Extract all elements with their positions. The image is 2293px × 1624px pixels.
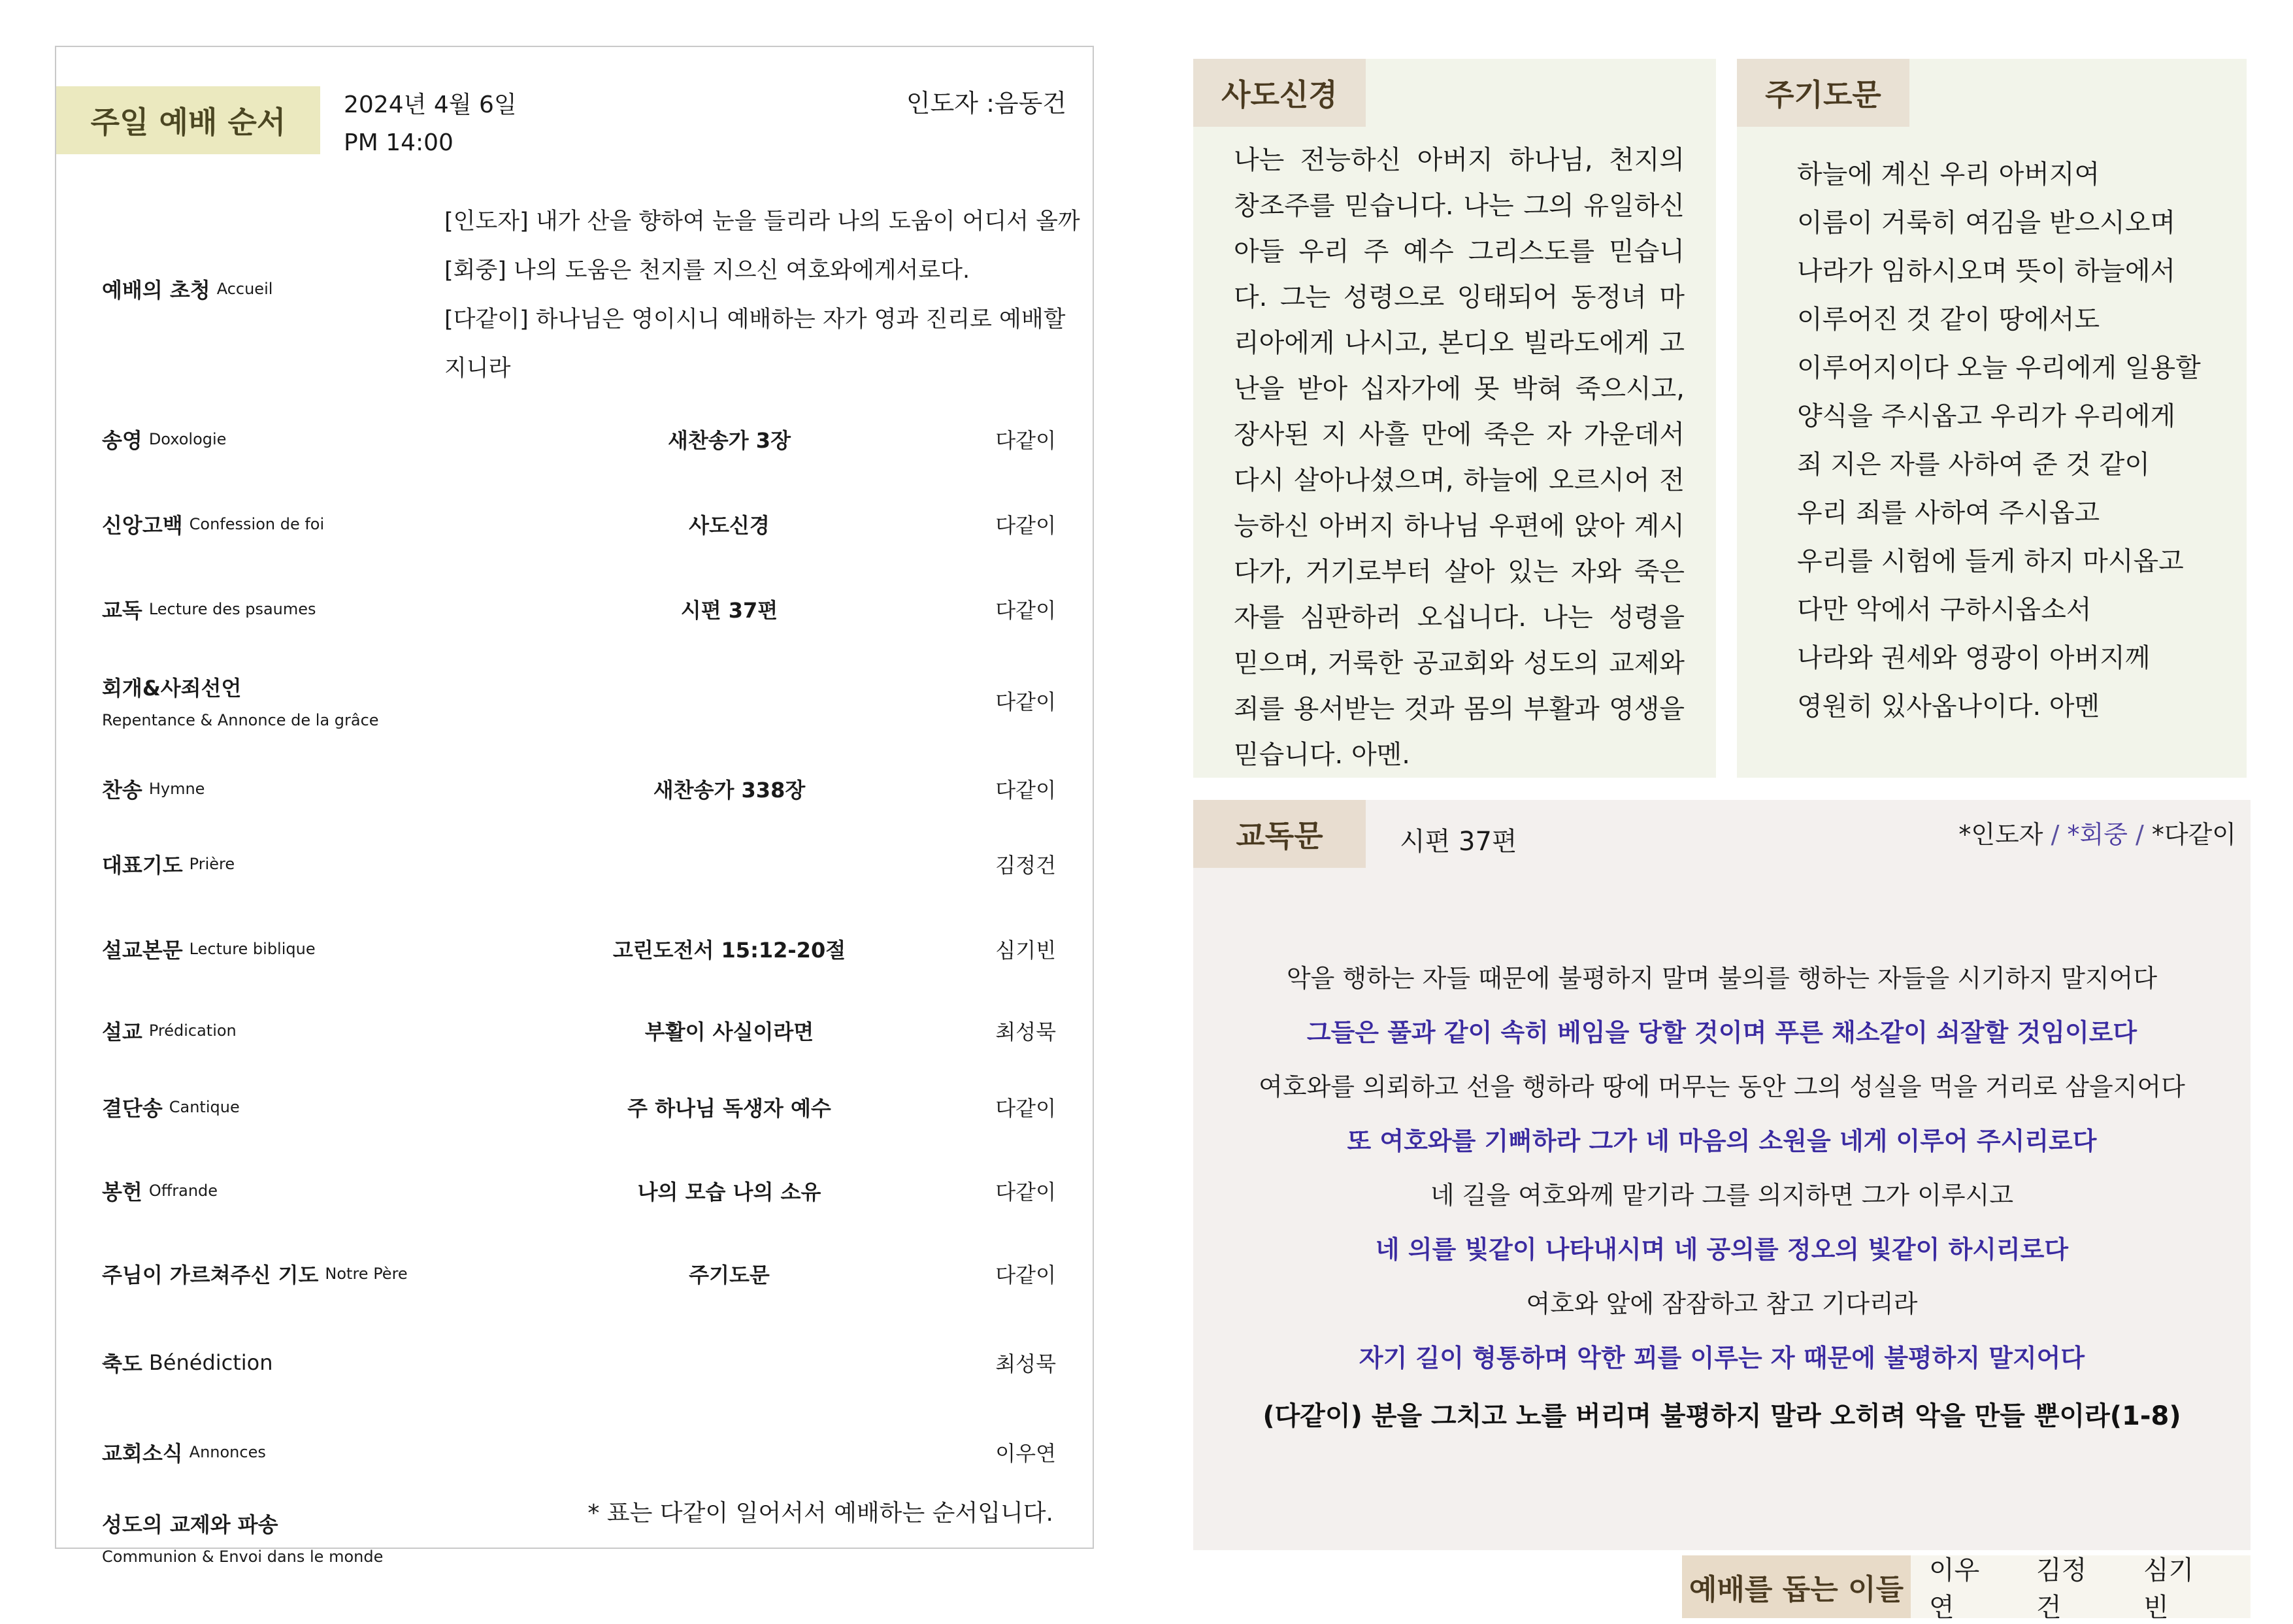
reading-line-leader: 네 길을 여호와께 맡기라 그를 의지하면 그가 이루시고 (1430, 1181, 2014, 1210)
apostles-creed-text: 나는 전능하신 아버지 하나님, 천지의 창조주를 믿습니다. 나는 그의 유일하신 아들 우리 주 예수 그리스도를 믿습니다. 그는 성령으로 잉태되어 동정녀 마리아에게 나시고, 본디오 빌라도에게 고난을 받아 십자가에 못 박혀 죽으시고, 장사된 지 사흘 만에 죽은 자 가운데서 다시 살아나셨으며, 하늘에 오르시어 전능하신 아버지 하나님 우편에 앉아 계시다가, 거기로부터 살아 있는 자와 죽은 자를 심판하러 오십니다. 나는 성령을 믿으며, 거룩한 공교회와 성도의 교제와 죄를 용서받는 것과 몸의 부활과 영생을 믿습니다. 아멘. (1234, 145, 1685, 770)
helper-name: 이우연 (1929, 1555, 1980, 1623)
row-label-ko: 축도 (102, 1351, 142, 1376)
row-performer: 다같이 (995, 513, 1056, 538)
reading-line-leader: 여호와를 의뢰하고 선을 행하라 땅에 머무는 동안 그의 성실을 먹을 거리로 삼을지어다 (1259, 1072, 2185, 1101)
order-title: 주일 예배 순서 (56, 86, 320, 154)
call-label-fr: Accueil (216, 280, 273, 298)
row-content: 나의 모습 나의 소유 (637, 1180, 821, 1204)
order-row-repentance (102, 658, 1056, 743)
row-performer: 김정건 (995, 853, 1056, 878)
row-label-fr: Confession de foi (189, 515, 325, 533)
legend-all: *다같이 (2151, 820, 2236, 849)
prayer-line: 이루어지이다 오늘 우리에게 일용할 (1797, 353, 2201, 383)
row-label-fr: Doxologie (148, 430, 227, 448)
row-performer: 이우연 (995, 1441, 1056, 1466)
order-row-offering (102, 1158, 1056, 1223)
lords-prayer-panel (1737, 59, 2247, 778)
row-performer: 최성묵 (995, 1351, 1056, 1376)
row-label-ko: 대표기도 (102, 853, 183, 878)
prayer-line: 양식을 주시옵고 우리가 우리에게 (1797, 401, 2176, 431)
legend-leader: *인도자 (1958, 820, 2043, 849)
row-content: 부활이 사실이라면 (644, 1019, 814, 1044)
row-performer: 다같이 (995, 1263, 1056, 1287)
order-row-scripture (102, 916, 1056, 982)
lords-prayer-lines (1797, 150, 2201, 731)
row-label-ko: 교회소식 (102, 1441, 183, 1466)
row-performer: 다같이 (995, 428, 1056, 453)
reading-line-congregation: 또 여호와를 기뻐하라 그가 네 마음의 소원을 네게 이루어 주시리로다 (1347, 1127, 2097, 1155)
row-label-ko: 설교본문 (102, 938, 183, 963)
lords-prayer-title: 주기도문 (1737, 59, 1909, 127)
row-performer: 다같이 (995, 778, 1056, 803)
row-content: 고린도전서 15:12-20절 (612, 938, 846, 963)
order-row-prayer (102, 831, 1056, 897)
order-row-confession (102, 491, 1056, 557)
reading-legend (1958, 814, 2236, 850)
prayer-line: 우리를 시험에 들게 하지 마시옵고 (1797, 546, 2184, 576)
service-leader: 인도자 :음동건 (906, 89, 1066, 118)
row-label-fr: Lecture des psaumes (148, 600, 316, 618)
prayer-line: 하늘에 계신 우리 아버지여 (1797, 159, 2100, 190)
standing-note: * 표는 다같이 일어서서 예배하는 순서입니다. (587, 1500, 1053, 1527)
row-label-fr: Hymne (148, 780, 205, 798)
row-content: 주 하나님 독생자 예수 (627, 1096, 831, 1121)
row-label-fr: Offrande (148, 1182, 218, 1200)
worship-helpers (1682, 1555, 2251, 1623)
row-content (533, 1419, 925, 1485)
call-to-worship-label (102, 197, 272, 380)
row-performer: 다같이 (995, 1180, 1056, 1204)
prayer-line: 다만 악에서 구하시옵소서 (1797, 595, 2092, 625)
row-performer: 다같이 (995, 1096, 1056, 1121)
row-label-ko: 봉헌 (102, 1180, 142, 1204)
row-label-ko: 결단송 (102, 1096, 163, 1121)
row-performer: 다같이 (995, 598, 1056, 623)
row-label-fr: Repentance & Annonce de la grâce (102, 711, 379, 729)
row-label-ko: 신앙고백 (102, 513, 183, 538)
row-content (533, 658, 925, 743)
legend-separator: / (2127, 820, 2152, 849)
row-label-fr: Bénédiction (148, 1350, 273, 1375)
row-content: 새찬송가 3장 (668, 428, 791, 453)
helper-name: 심기빈 (2143, 1555, 2194, 1623)
prayer-line: 이름이 거룩히 여김을 받으시오며 (1797, 208, 2176, 238)
prayer-line: 영원히 있사옵나이다. 아멘 (1797, 691, 2100, 721)
legend-separator: / (2043, 820, 2068, 849)
order-row-hymn (102, 756, 1056, 821)
legend-congregation: *회중 (2067, 820, 2128, 849)
worship-helpers-title: 예배를 돕는 이들 (1682, 1555, 1911, 1618)
row-performer: 다같이 (995, 689, 1056, 714)
row-label-ko: 송영 (102, 428, 142, 453)
reading-line-congregation: 네 의를 빛같이 나타내시며 네 공의를 정오의 빛같이 하시리로다 (1375, 1235, 2069, 1264)
row-label-fr: Communion & Envoi dans le monde (102, 1548, 384, 1566)
row-label-ko: 찬송 (102, 778, 142, 803)
responsive-reading-panel (1193, 800, 2251, 1550)
responsive-reading-title: 교독문 (1193, 800, 1366, 868)
row-content: 주기도문 (689, 1263, 770, 1287)
row-content: 시편 37편 (680, 598, 778, 623)
prayer-line: 죄 지은 자를 사하여 준 것 같이 (1797, 450, 2150, 480)
prayer-line: 우리 죄를 사하여 주시옵고 (1797, 498, 2100, 528)
call-to-worship-lines (444, 197, 1082, 393)
row-label-fr: Annonces (189, 1443, 266, 1461)
call-line-leader: [인도자] 내가 산을 향하여 눈을 들리라 나의 도움이 어디서 올까 (444, 208, 1080, 235)
row-content: 사도신경 (689, 513, 770, 538)
order-row-announcements (102, 1419, 1056, 1485)
reading-line-congregation: 그들은 풀과 같이 속히 베임을 당할 것이며 푸른 채소같이 쇠잘할 것임이로다 (1306, 1018, 2137, 1047)
prayer-line: 이루어진 것 같이 땅에서도 (1797, 305, 2100, 335)
helper-names (1929, 1555, 2251, 1623)
row-label-fr: Prière (189, 855, 235, 873)
order-row-response-song (102, 1074, 1056, 1140)
apostles-creed-title: 사도신경 (1193, 59, 1366, 127)
reading-passage: 시편 37편 (1400, 827, 1517, 857)
row-content (533, 1330, 925, 1395)
prayer-line: 나라와 권세와 영광이 아버지께 (1797, 643, 2151, 673)
row-label-fr: Prédication (148, 1021, 237, 1040)
order-of-worship-panel (55, 46, 1094, 1566)
row-label-fr: Notre Père (325, 1265, 408, 1283)
row-label-ko: 주님이 가르쳐주신 기도 (102, 1263, 319, 1287)
order-row-sermon (102, 998, 1056, 1063)
row-label-ko: 성도의 교제와 파송 (102, 1512, 278, 1537)
apostles-creed-panel (1193, 59, 1716, 778)
order-row-psalm-reading (102, 576, 1056, 642)
row-label-ko: 교독 (102, 598, 142, 623)
order-row-lords-prayer (102, 1241, 1056, 1306)
call-line-all: [다같이] 하나님은 영이시니 예배하는 자가 영과 진리로 예배할지니라 (444, 307, 1066, 382)
reading-line-leader: 여호와 앞에 잠잠하고 참고 기다리라 (1526, 1289, 1918, 1318)
order-row-benediction (102, 1330, 1056, 1395)
row-performer: 심기빈 (995, 938, 1056, 963)
service-date: 2024년 4월 6일 (344, 91, 517, 118)
call-to-worship (102, 197, 1082, 380)
call-label-ko: 예배의 초청 (102, 278, 210, 303)
row-label-ko: 회개&사죄선언 (102, 676, 242, 701)
reading-lines (1193, 952, 2251, 1444)
order-row-doxology (102, 406, 1056, 472)
reading-line-congregation: 자기 길이 형통하며 악한 꾀를 이루는 자 때문에 불평하지 말지어다 (1359, 1344, 2085, 1372)
call-line-congregation: [회중] 나의 도움은 천지를 지으신 여호와에게서로다. (444, 257, 970, 284)
helper-name: 김정건 (2036, 1555, 2087, 1623)
service-time: PM 14:00 (344, 129, 454, 156)
row-label-fr: Lecture biblique (189, 940, 316, 958)
reading-line-leader: 악을 행하는 자들 때문에 불평하지 말며 불의를 행하는 자들을 시기하지 말지어다 (1286, 964, 2158, 993)
row-performer: 최성묵 (995, 1019, 1056, 1044)
row-content: 새찬송가 338장 (653, 778, 806, 803)
row-label-fr: Cantique (169, 1098, 240, 1116)
row-label-ko: 설교 (102, 1019, 142, 1044)
row-content (533, 831, 925, 897)
prayer-line: 나라가 임하시오며 뜻이 하늘에서 (1797, 256, 2176, 286)
reading-line-all: (다같이) 분을 그치고 노를 버리며 불평하지 말라 오히려 악을 만들 뿐이라(1-8) (1262, 1401, 2181, 1431)
